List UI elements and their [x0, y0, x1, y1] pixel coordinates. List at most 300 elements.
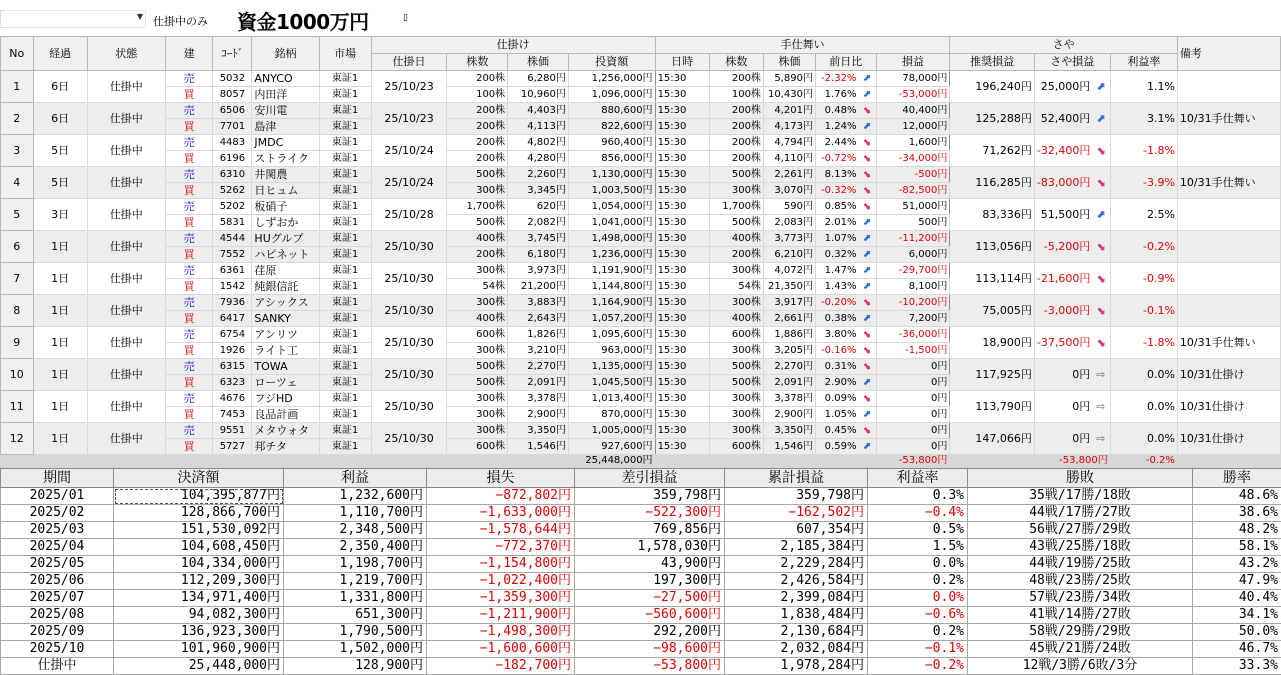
market: 東証1: [319, 71, 371, 87]
entry-price: 1,546円: [508, 439, 569, 455]
cumulative-pnl: 2,229,284円: [725, 556, 868, 573]
period: 2025/10: [1, 641, 114, 658]
stock-code: 6417: [213, 311, 252, 327]
row-number[interactable]: 1: [1, 71, 34, 103]
entry-date: 25/10/23: [371, 103, 447, 135]
exit-price: 3,350円: [763, 423, 815, 439]
entry-price: 4,280円: [508, 151, 569, 167]
elapsed-days: 6日: [33, 71, 87, 103]
day-change-cell: [815, 263, 876, 279]
col-exit-time[interactable]: 日時: [655, 54, 709, 71]
monthly-row[interactable]: [1, 556, 1281, 573]
row-number[interactable]: 2: [1, 103, 34, 135]
loss: −1,154,800円: [427, 556, 575, 573]
exit-time: 15:30: [655, 263, 709, 279]
exit-shares: 200株: [709, 247, 763, 263]
investment: 1,045,500円: [568, 375, 655, 391]
win-loss-record: 48戦/23勝/25敗: [968, 573, 1193, 590]
loss: −1,578,644円: [427, 522, 575, 539]
chevron-down-icon[interactable]: ▼: [137, 12, 143, 21]
stock-name: フジHD: [252, 391, 319, 407]
stock-code: 5727: [213, 439, 252, 455]
entry-price: 3,883円: [508, 295, 569, 311]
market: 東証1: [319, 183, 371, 199]
stock-name: しずおか: [252, 215, 319, 231]
filter-label[interactable]: 仕掛中のみ: [153, 13, 208, 29]
trend-down-arrow-icon: ⬊: [1094, 143, 1108, 158]
position-row[interactable]: [1, 71, 1281, 87]
entry-shares: 300株: [447, 183, 508, 199]
cumulative-pnl: 2,399,084円: [725, 590, 868, 607]
stock-name: HUグルプ: [252, 231, 319, 247]
investment: 1,144,800円: [568, 279, 655, 295]
trend-up-arrow-icon: ⬈: [1094, 207, 1108, 222]
loss: −182,700円: [427, 658, 575, 675]
entry-date: 25/10/28: [371, 199, 447, 231]
spread-pnl: 0円: [1072, 400, 1090, 413]
stock-name: ライト工: [252, 343, 319, 359]
group-spread: さや: [950, 37, 1178, 54]
stock-code: 9551: [213, 423, 252, 439]
settlement[interactable]: 136,923,300円: [114, 624, 284, 641]
leg-pnl: 12,000円: [876, 119, 950, 135]
monthly-col-period[interactable]: 期間: [1, 469, 114, 488]
investment: 1,003,500円: [568, 183, 655, 199]
profit-rate: -0.2%: [1110, 231, 1177, 263]
position-row[interactable]: [1, 327, 1281, 343]
period: 2025/02: [1, 505, 114, 522]
entry-price: 4,802円: [508, 135, 569, 151]
day-change: 0.59%: [825, 441, 857, 452]
stock-code: 7552: [213, 247, 252, 263]
spread-pnl-cell: [1034, 71, 1110, 103]
monthly-row[interactable]: [1, 522, 1281, 539]
monthly-row[interactable]: [1, 658, 1281, 675]
col-market[interactable]: 市場: [319, 37, 371, 71]
stock-code: 1542: [213, 279, 252, 295]
entry-price: 2,900円: [508, 407, 569, 423]
profit-rate: 0.2%: [868, 624, 968, 641]
exit-time: 15:30: [655, 87, 709, 103]
row-number[interactable]: 6: [1, 231, 34, 263]
stock-code: 6361: [213, 263, 252, 279]
settlement[interactable]: 94,082,300円: [114, 607, 284, 624]
cumulative-pnl: 2,185,384円: [725, 539, 868, 556]
day-change: 2.90%: [825, 377, 857, 388]
settlement[interactable]: 128,866,700円: [114, 505, 284, 522]
side-buy: 買: [165, 215, 213, 231]
monthly-row[interactable]: [1, 539, 1281, 556]
exit-time: 15:30: [655, 151, 709, 167]
monthly-col-profit[interactable]: 利益: [284, 469, 427, 488]
exit-shares: 500株: [709, 375, 763, 391]
spread-pnl-cell: [1034, 135, 1110, 167]
day-change: 1.07%: [825, 233, 857, 244]
day-change: 1.05%: [825, 409, 857, 420]
leg-pnl: 0円: [876, 407, 950, 423]
position-row[interactable]: [1, 423, 1281, 439]
cumulative-pnl: 607,354円: [725, 522, 868, 539]
row-number[interactable]: 5: [1, 199, 34, 231]
elapsed-days: 1日: [33, 263, 87, 295]
monthly-col-rate[interactable]: 利益率: [868, 469, 968, 488]
monthly-row[interactable]: [1, 573, 1281, 590]
spread-pnl: -83,000円: [1037, 176, 1090, 189]
monthly-row[interactable]: [1, 607, 1281, 624]
exit-time: 15:30: [655, 215, 709, 231]
leg-pnl: -29,700円: [876, 263, 950, 279]
monthly-row[interactable]: [1, 624, 1281, 641]
day-change: -0.32%: [821, 185, 856, 196]
status-text: 仕掛中: [87, 71, 165, 103]
side-sell: 売: [165, 295, 213, 311]
leg-pnl: 0円: [876, 391, 950, 407]
row-number[interactable]: 4: [1, 167, 34, 199]
position-row[interactable]: [1, 135, 1281, 151]
stock-name: 荏原: [252, 263, 319, 279]
position-row[interactable]: [1, 103, 1281, 119]
investment: 1,191,900円: [568, 263, 655, 279]
day-change-cell: [815, 391, 876, 407]
entry-date: 25/10/30: [371, 391, 447, 423]
day-change: 0.31%: [825, 361, 857, 372]
monthly-col-net[interactable]: 差引損益: [575, 469, 725, 488]
col-no[interactable]: No: [1, 37, 34, 71]
settlement[interactable]: 104,608,450円: [114, 539, 284, 556]
spread-pnl-cell: [1034, 327, 1110, 359]
monthly-row[interactable]: [1, 641, 1281, 658]
position-row[interactable]: [1, 199, 1281, 215]
entry-date: 25/10/30: [371, 359, 447, 391]
leg-pnl: -34,000円: [876, 151, 950, 167]
day-change-cell: [815, 183, 876, 199]
profit: 651,300円: [284, 607, 427, 624]
leg-pnl: 78,000円: [876, 71, 950, 87]
day-change: 0.48%: [825, 105, 857, 116]
monthly-row[interactable]: [1, 505, 1281, 522]
spread-pnl-cell: [1034, 359, 1110, 391]
settlement[interactable]: 104,334,000円: [114, 556, 284, 573]
col-entry-shares[interactable]: 株数: [447, 54, 508, 71]
investment: 963,000円: [568, 343, 655, 359]
leg-pnl: -500円: [876, 167, 950, 183]
entry-price: 4,403円: [508, 103, 569, 119]
side-buy: 買: [165, 119, 213, 135]
spread-pnl-cell: [1034, 263, 1110, 295]
win-loss-record: 43戦/25勝/18敗: [968, 539, 1193, 556]
day-change: 1.24%: [825, 121, 857, 132]
exit-price: 1,886円: [763, 327, 815, 343]
exit-time: 15:30: [655, 135, 709, 151]
exit-shares: 400株: [709, 311, 763, 327]
leg-pnl: 0円: [876, 423, 950, 439]
entry-date: 25/10/30: [371, 263, 447, 295]
row-number[interactable]: 10: [1, 359, 34, 391]
exit-shares: 600株: [709, 327, 763, 343]
profit: 1,198,700円: [284, 556, 427, 573]
stock-code: 4676: [213, 391, 252, 407]
day-change-cell: [815, 359, 876, 375]
settlement[interactable]: 25,448,000円: [114, 658, 284, 675]
col-spread-pnl[interactable]: さや損益: [1034, 54, 1110, 71]
entry-shares: 200株: [447, 135, 508, 151]
stock-code: 4544: [213, 231, 252, 247]
exit-shares: 500株: [709, 215, 763, 231]
trend-down-arrow-icon: ⬊: [1094, 271, 1108, 286]
net-pnl: 197,300円: [575, 573, 725, 590]
small-indicator: ▯: [403, 13, 408, 23]
market: 東証1: [319, 119, 371, 135]
position-row[interactable]: [1, 391, 1281, 407]
investment: 822,600円: [568, 119, 655, 135]
col-investment[interactable]: 投資額: [568, 54, 655, 71]
status-text: 仕掛中: [87, 391, 165, 423]
entry-shares: 200株: [447, 71, 508, 87]
stock-code: 6196: [213, 151, 252, 167]
cumulative-pnl: 2,426,584円: [725, 573, 868, 590]
settlement[interactable]: 101,960,900円: [114, 641, 284, 658]
profit-rate: 1.1%: [1110, 71, 1177, 103]
note: [1177, 135, 1280, 167]
entry-shares: 500株: [447, 167, 508, 183]
col-note[interactable]: 備考: [1177, 37, 1280, 71]
exit-shares: 300株: [709, 183, 763, 199]
spread-pnl: -5,200円: [1044, 240, 1090, 253]
spread-pnl-cell: [1034, 423, 1110, 455]
win-rate: 33.3%: [1193, 658, 1281, 675]
profit: 1,790,500円: [284, 624, 427, 641]
leg-pnl: 0円: [876, 359, 950, 375]
day-change-cell: [815, 439, 876, 455]
col-pnl[interactable]: 損益: [876, 54, 950, 71]
spread-pnl-cell: [1034, 391, 1110, 423]
position-row[interactable]: [1, 263, 1281, 279]
investment: 1,041,000円: [568, 215, 655, 231]
day-change: 2.44%: [825, 137, 857, 148]
exit-price: 3,070円: [763, 183, 815, 199]
net-pnl: −560,600円: [575, 607, 725, 624]
settlement[interactable]: 112,209,300円: [114, 573, 284, 590]
cumulative-pnl: −162,502円: [725, 505, 868, 522]
day-change-cell: [815, 295, 876, 311]
side-buy: 買: [165, 311, 213, 327]
stock-name: 井関農: [252, 167, 319, 183]
entry-shares: 500株: [447, 215, 508, 231]
col-name[interactable]: 銘柄: [252, 37, 319, 71]
exit-price: 4,110円: [763, 151, 815, 167]
exit-price: 21,350円: [763, 279, 815, 295]
net-pnl: −53,800円: [575, 658, 725, 675]
exit-time: 15:30: [655, 343, 709, 359]
period: 2025/05: [1, 556, 114, 573]
col-status[interactable]: 状態: [87, 37, 165, 71]
stock-code: 1926: [213, 343, 252, 359]
entry-shares: 600株: [447, 439, 508, 455]
row-number[interactable]: 12: [1, 423, 34, 455]
col-code[interactable]: ｺｰﾄﾞ: [213, 37, 252, 71]
profit-rate: 1.5%: [868, 539, 968, 556]
elapsed-days: 1日: [33, 423, 87, 455]
status-text: 仕掛中: [87, 359, 165, 391]
leg-pnl: 1,600円: [876, 135, 950, 151]
monthly-row[interactable]: [1, 488, 1281, 505]
entry-price: 2,260円: [508, 167, 569, 183]
exit-shares: 300株: [709, 423, 763, 439]
col-side[interactable]: 建: [165, 37, 213, 71]
position-row[interactable]: [1, 295, 1281, 311]
row-number[interactable]: 3: [1, 135, 34, 167]
monthly-col-loss[interactable]: 損失: [427, 469, 575, 488]
day-change: 8.13%: [825, 169, 857, 180]
profit-rate: -1.8%: [1110, 327, 1177, 359]
investment: 1,005,000円: [568, 423, 655, 439]
stock-code: 7453: [213, 407, 252, 423]
side-buy: 買: [165, 247, 213, 263]
loss: −1,600,600円: [427, 641, 575, 658]
entry-shares: 600株: [447, 327, 508, 343]
exit-shares: 400株: [709, 231, 763, 247]
exit-time: 15:30: [655, 327, 709, 343]
elapsed-days: 5日: [33, 135, 87, 167]
total-spacer-4: [1177, 455, 1280, 468]
trend-down-arrow-icon: ⬊: [860, 167, 874, 182]
investment: 1,236,000円: [568, 247, 655, 263]
position-row[interactable]: [1, 359, 1281, 375]
row-number[interactable]: 7: [1, 263, 34, 295]
profit-rate: -3.9%: [1110, 167, 1177, 199]
market: 東証1: [319, 391, 371, 407]
exit-time: 15:30: [655, 295, 709, 311]
row-number[interactable]: 8: [1, 295, 34, 327]
day-change-cell: [815, 279, 876, 295]
entry-date: 25/10/30: [371, 231, 447, 263]
exit-time: 15:30: [655, 375, 709, 391]
stock-name: ハピネット: [252, 247, 319, 263]
investment: 1,057,200円: [568, 311, 655, 327]
col-entry-date[interactable]: 仕掛日: [371, 54, 447, 71]
entry-price: 3,973円: [508, 263, 569, 279]
entry-shares: 1,700株: [447, 199, 508, 215]
spread-pnl: 0円: [1072, 432, 1090, 445]
monthly-col-cumulative[interactable]: 累計損益: [725, 469, 868, 488]
entry-shares: 200株: [447, 103, 508, 119]
profit-rate: −0.4%: [868, 505, 968, 522]
monthly-col-win-rate[interactable]: 勝率: [1193, 469, 1281, 488]
profit-rate: 3.1%: [1110, 103, 1177, 135]
exit-price: 4,072円: [763, 263, 815, 279]
exit-time: 15:30: [655, 391, 709, 407]
net-pnl: 769,856円: [575, 522, 725, 539]
leg-pnl: -53,000円: [876, 87, 950, 103]
entry-shares: 300株: [447, 343, 508, 359]
position-row[interactable]: [1, 167, 1281, 183]
col-profit-rate[interactable]: 利益率: [1110, 54, 1177, 71]
exit-shares: 100株: [709, 87, 763, 103]
entry-price: 1,826円: [508, 327, 569, 343]
exit-price: 4,794円: [763, 135, 815, 151]
market: 東証1: [319, 103, 371, 119]
entry-price: 3,378円: [508, 391, 569, 407]
recommended-pnl: 117,925円: [950, 359, 1035, 391]
day-change-cell: [815, 199, 876, 215]
total-investment: 25,448,000円: [568, 455, 655, 468]
row-number[interactable]: 11: [1, 391, 34, 423]
col-entry-price[interactable]: 株価: [508, 54, 569, 71]
exit-price: 1,546円: [763, 439, 815, 455]
profit-rate: 0.0%: [1110, 391, 1177, 423]
net-pnl: 359,798円: [575, 488, 725, 505]
col-day-change[interactable]: 前日比: [815, 54, 876, 71]
trend-up-arrow-icon: ⬈: [860, 247, 874, 262]
trend-down-arrow-icon: ⬊: [860, 327, 874, 342]
stock-name: 純銀信託: [252, 279, 319, 295]
day-change-cell: [815, 247, 876, 263]
monthly-col-settlement[interactable]: 決済額: [114, 469, 284, 488]
entry-price: 6,180円: [508, 247, 569, 263]
profit-rate: -0.1%: [1110, 295, 1177, 327]
day-change-cell: [815, 231, 876, 247]
settlement[interactable]: 151,530,092円: [114, 522, 284, 539]
row-number[interactable]: 9: [1, 327, 34, 359]
col-exit-price[interactable]: 株価: [763, 54, 815, 71]
entry-price: 21,200円: [508, 279, 569, 295]
stock-code: 5831: [213, 215, 252, 231]
leg-pnl: 0円: [876, 375, 950, 391]
col-elapsed[interactable]: 経過: [33, 37, 87, 71]
profit-rate: 2.5%: [1110, 199, 1177, 231]
investment: 1,256,000円: [568, 71, 655, 87]
monthly-col-record[interactable]: 勝敗: [968, 469, 1193, 488]
exit-price: 3,205円: [763, 343, 815, 359]
positions-grid: [0, 36, 1281, 468]
stock-name: アシックス: [252, 295, 319, 311]
recommended-pnl: 18,900円: [950, 327, 1035, 359]
investment: 880,600円: [568, 103, 655, 119]
settlement[interactable]: 104,395,877円: [114, 488, 284, 505]
entry-price: 2,082円: [508, 215, 569, 231]
side-sell: 売: [165, 327, 213, 343]
win-rate: 50.0%: [1193, 624, 1281, 641]
total-rate: -0.2%: [1110, 455, 1177, 468]
win-loss-record: 44戦/17勝/27敗: [968, 505, 1193, 522]
note: [1177, 231, 1280, 263]
col-recommended-pnl[interactable]: 推奨損益: [950, 54, 1035, 71]
day-change-cell: [815, 135, 876, 151]
exit-time: 15:30: [655, 311, 709, 327]
monthly-row[interactable]: [1, 590, 1281, 607]
view-dropdown[interactable]: [0, 10, 146, 28]
col-exit-shares[interactable]: 株数: [709, 54, 763, 71]
position-row[interactable]: [1, 231, 1281, 247]
exit-price: 2,270円: [763, 359, 815, 375]
leg-pnl: 7,200円: [876, 311, 950, 327]
trend-down-arrow-icon: ⬊: [860, 103, 874, 118]
market: 東証1: [319, 311, 371, 327]
investment: 960,400円: [568, 135, 655, 151]
stock-name: 良品計画: [252, 407, 319, 423]
day-change-cell: [815, 71, 876, 87]
exit-time: 15:30: [655, 71, 709, 87]
note: 10/31手仕舞い: [1177, 103, 1280, 135]
settlement[interactable]: 134,971,400円: [114, 590, 284, 607]
cumulative-pnl: 2,032,084円: [725, 641, 868, 658]
monthly-summary-table: [0, 468, 1281, 675]
profit-rate: 0.0%: [1110, 423, 1177, 455]
exit-shares: 300株: [709, 343, 763, 359]
entry-price: 2,270円: [508, 359, 569, 375]
elapsed-days: 6日: [33, 103, 87, 135]
day-change-cell: [815, 375, 876, 391]
